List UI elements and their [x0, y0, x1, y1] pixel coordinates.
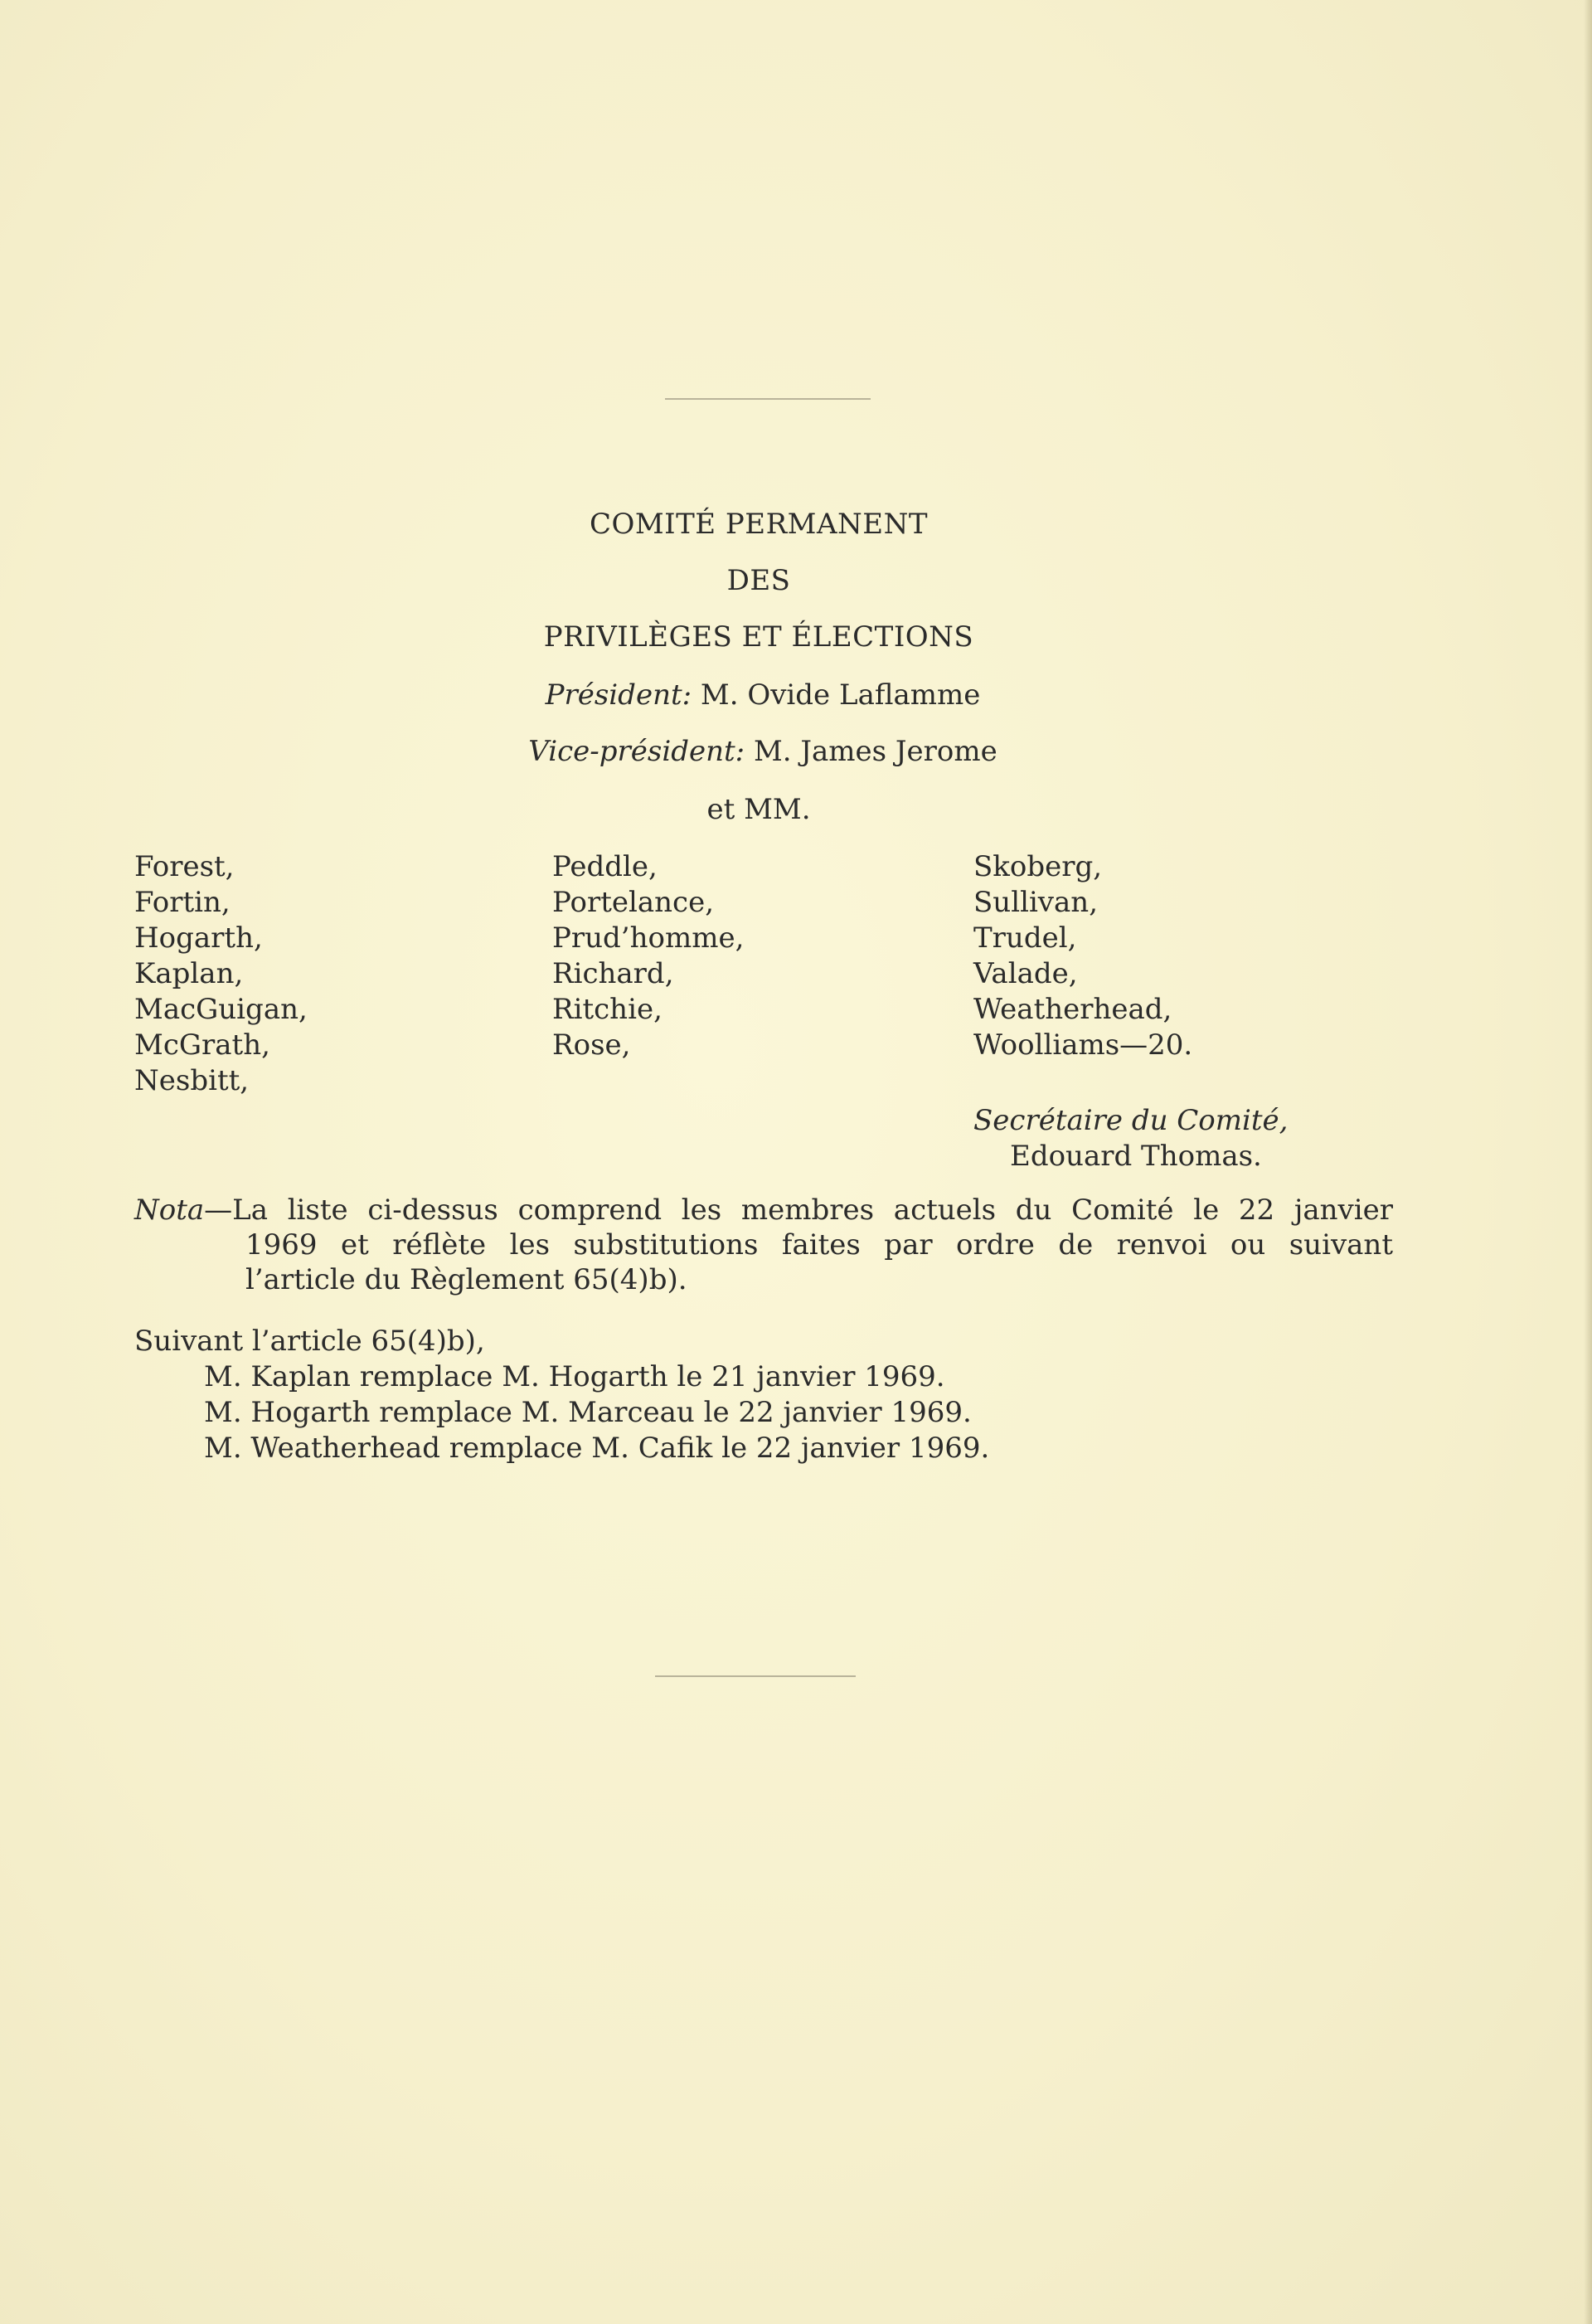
member-list	[134, 849, 1461, 1115]
committee-title-line3: PRIVILÈGES ET ÉLECTIONS	[543, 620, 974, 654]
nota-line-1	[134, 1193, 1393, 1228]
vice-president-name: M. James Jerome	[753, 735, 997, 768]
vice-president-role: Vice-président:	[528, 735, 745, 768]
page-edge-shadow	[1584, 0, 1592, 2324]
member-column-3	[973, 849, 1192, 1063]
president-name: M. Ovide Laflamme	[700, 678, 981, 712]
member-name: McGrath,	[134, 1028, 270, 1062]
bottom-divider	[655, 1675, 856, 1677]
vice-president-line	[0, 735, 1526, 768]
substitution-item: M. Weatherhead remplace M. Cafik le 22 janvier 1969.	[204, 1432, 990, 1465]
nota-text-1: —La liste ci-dessus comprend les membres actuels du Comité le 22 janvier	[204, 1194, 1393, 1227]
member-name: Nesbitt,	[134, 1064, 250, 1097]
top-divider	[665, 398, 871, 400]
secretary-name: Edouard Thomas.	[1010, 1140, 1262, 1173]
member-name: Forest,	[134, 850, 235, 883]
substitutions-block	[134, 1324, 989, 1466]
member-name: Kaplan,	[134, 957, 244, 990]
nota-label: Nota	[134, 1194, 205, 1227]
committee-title-line1: COMITÉ PERMANENT	[589, 508, 929, 541]
member-name: Hogarth,	[134, 921, 263, 955]
member-name: Fortin,	[134, 886, 231, 919]
member-name: Portelance,	[552, 886, 715, 919]
substitution-item: M. Hogarth remplace M. Marceau le 22 janvier 1969.	[204, 1396, 972, 1429]
member-column-1	[134, 849, 308, 1099]
member-name: Trudel,	[973, 921, 1077, 955]
substitutions-intro: Suivant l’article 65(4)b),	[134, 1325, 485, 1358]
secretary-role: Secrétaire du Comité,	[973, 1104, 1289, 1137]
president-role: Président:	[545, 678, 692, 712]
substitution-item: M. Kaplan remplace M. Hogarth le 21 janvier 1969.	[204, 1360, 945, 1393]
member-name: Peddle,	[552, 850, 658, 883]
member-name: Weatherhead,	[973, 993, 1172, 1026]
president-line	[0, 678, 1526, 712]
member-name: Prud’homme,	[552, 921, 745, 955]
et-mm: et MM.	[706, 793, 811, 826]
member-name: Woolliams—20.	[973, 1028, 1193, 1062]
member-name: Rose,	[552, 1028, 631, 1062]
member-column-2	[552, 849, 744, 1063]
secretary-block	[973, 1103, 1288, 1174]
nota-line-3: l’article du Règlement 65(4)b).	[245, 1263, 687, 1296]
member-name: Ritchie,	[552, 993, 663, 1026]
member-name: Valade,	[973, 957, 1078, 990]
nota-paragraph	[134, 1193, 1393, 1297]
nota-line-2: 1969 et réflète les substitutions faites par ordre de renvoi ou suivant	[245, 1228, 1393, 1262]
member-name: Sullivan,	[973, 886, 1098, 919]
committee-title-line2: DES	[726, 564, 791, 597]
member-name: Richard,	[552, 957, 674, 990]
member-name: MacGuigan,	[134, 993, 308, 1026]
member-name: Skoberg,	[973, 850, 1103, 883]
